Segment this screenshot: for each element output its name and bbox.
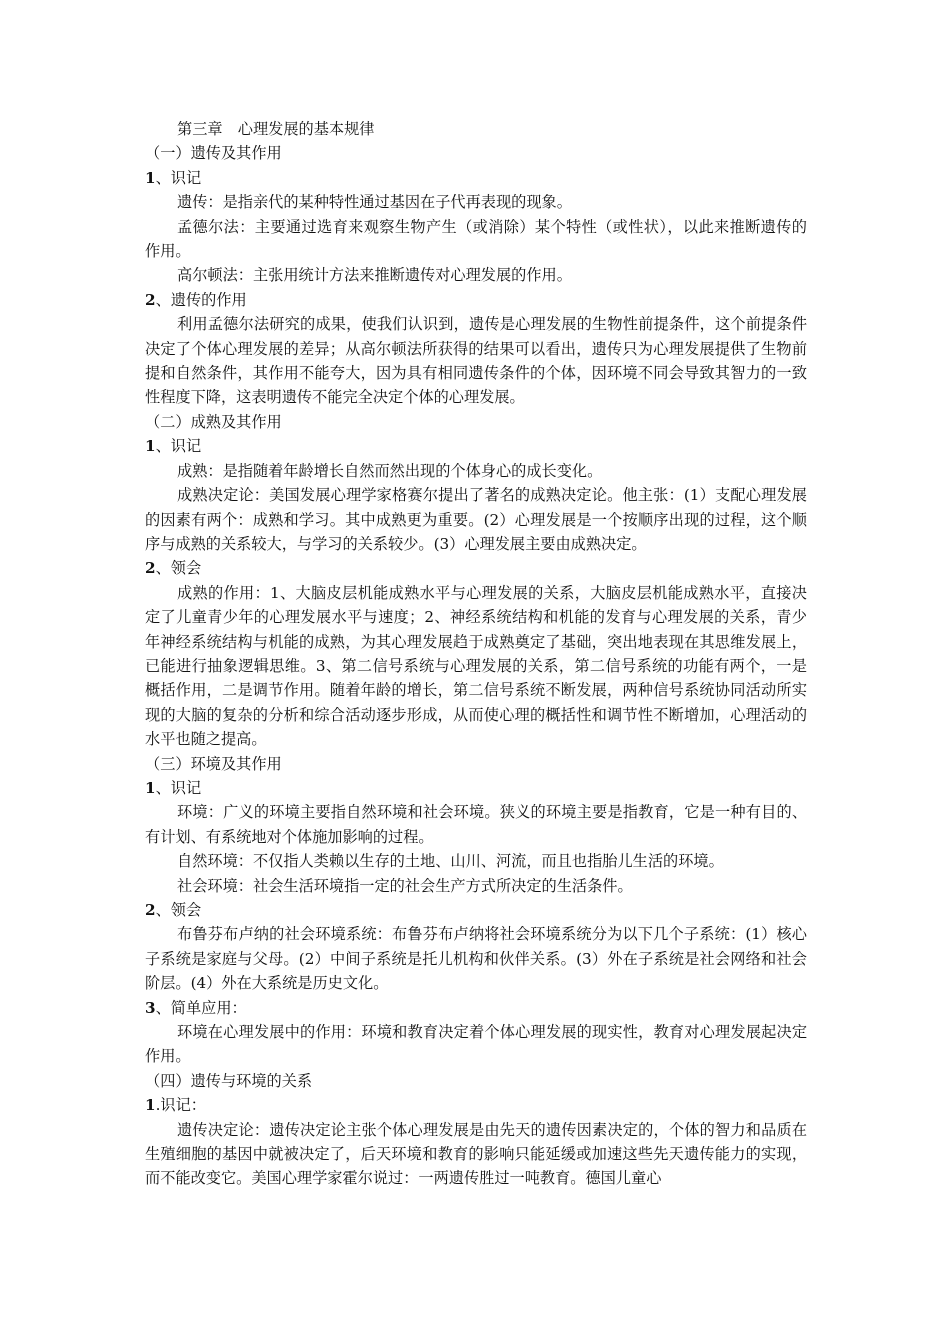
- subsection-label: .识记：: [155, 1096, 206, 1115]
- section-heading-environment: （三）环境及其作用: [145, 754, 282, 773]
- subsection-number: 2: [145, 559, 156, 578]
- section-heading-heredity-environment: （四）遗传与环境的关系: [145, 1071, 313, 1090]
- paragraph: 成熟决定论：美国发展心理学家格赛尔提出了著名的成熟决定论。他主张：(1）支配心理发展的因素有两个：成熟和学习。其中成熟更为重要。(2）心理发展是一个按顺序出现的过程，这个顺序与成熟的关系较大，与学习的关系较少。(3）心理发展主要由成熟决定。: [145, 486, 807, 553]
- document-body: [145, 117, 807, 1191]
- subsection-heading: [145, 556, 807, 580]
- paragraph: 成熟的作用：1、大脑皮层机能成熟水平与心理发展的关系，大脑皮层机能成熟水平，直接决定了儿童青少年的心理发展水平与速度；2、神经系统结构和机能的发育与心理发展的关系，青少年神经系统结构与机能的成熟，为其心理发展趋于成熟奠定了基础，突出地表现在其思维发展上，已能进行抽象逻辑思维。3、第二信号系统与心理发展的关系，第二信号系统的功能有两个，一是概括作用，二是调节作用。随着年龄的增长，第二信号系统不断发展，两种信号系统协同活动所实现的大脑的复杂的分析和综合活动逐步形成，从而使心理的概括性和调节性不断增加，心理活动的水平也随之提高。: [145, 583, 807, 749]
- paragraph: 布鲁芬布卢纳的社会环境系统：布鲁芬布卢纳将社会环境系统分为以下几个子系统：(1）核心子系统是家庭与父母。(2）中间子系统是托儿机构和伙伴关系。(3）外在子系统是社会网络和社会阶层。(4）外在大系统是历史文化。: [145, 925, 807, 993]
- subsection-label: 、识记: [155, 437, 202, 456]
- paragraph: 自然环境：不仅指人类赖以生存的土地、山川、河流，而且也指胎儿生活的环境。: [177, 852, 724, 871]
- subsection-heading: [145, 996, 807, 1020]
- chapter-title: 第三章 心理发展的基本规律: [177, 120, 375, 138]
- subsection-number: 3: [145, 998, 156, 1017]
- paragraph: 社会环境：社会生活环境指一定的社会生产方式所决定的生活条件。: [177, 876, 633, 895]
- paragraph: 遗传决定论：遗传决定论主张个体心理发展是由先天的遗传因素决定的，个体的智力和品质在生殖细胞的基因中就被决定了，后天环境和教育的影响只能延缓或加速这些先天遗传能力的实现，而不能改变它。美国心理学家霍尔说过：一两遗传胜过一吨教育。德国儿童心: [145, 1120, 807, 1188]
- subsection-heading: [145, 166, 807, 190]
- paragraph: 环境：广义的环境主要指自然环境和社会环境。狭义的环境主要是指教育，它是一种有目的、有计划、有系统地对个体施加影响的过程。: [145, 803, 807, 846]
- subsection-number: 1: [145, 437, 156, 456]
- paragraph: 环境在心理发展中的作用：环境和教育决定着个体心理发展的现实性，教育对心理发展起决定作用。: [145, 1023, 807, 1066]
- subsection-number: 1: [145, 168, 156, 187]
- subsection-label: 、识记: [155, 168, 202, 187]
- subsection-heading: [145, 288, 807, 312]
- paragraph: 遗传：是指亲代的某种特性通过基因在子代再表现的现象。: [177, 193, 572, 212]
- subsection-label: 、领会: [155, 901, 202, 919]
- subsection-label: 、遗传的作用: [155, 290, 247, 309]
- subsection-heading: [145, 1093, 807, 1117]
- subsection-label: 、简单应用：: [155, 998, 247, 1017]
- subsection-heading: [145, 776, 807, 800]
- subsection-heading: [145, 898, 807, 922]
- section-heading-heredity: （一）遗传及其作用: [145, 144, 282, 163]
- subsection-label: 、领会: [155, 559, 202, 578]
- subsection-number: 1: [145, 1096, 156, 1115]
- paragraph: 高尔顿法：主张用统计方法来推断遗传对心理发展的作用。: [177, 266, 572, 285]
- paragraph: 孟德尔法：主要通过选育来观察生物产生（或消除）某个特性（或性状），以此来推断遗传的作用。: [145, 217, 807, 261]
- section-heading-maturation: （二）成熟及其作用: [145, 412, 282, 431]
- subsection-number: 2: [145, 901, 156, 919]
- paragraph: 成熟：是指随着年龄增长自然而然出现的个体身心的成长变化。: [177, 461, 603, 480]
- paragraph: 利用孟德尔法研究的成果，使我们认识到，遗传是心理发展的生物性前提条件，这个前提条件决定了个体心理发展的差异；从高尔顿法所获得的结果可以看出，遗传只为心理发展提供了生物前提和自然条件，其作用不能夸大，因为具有相同遗传条件的个体，因环境不同会导致其智力的一致性程度下降，这表明遗传不能完全决定个体的心理发展。: [145, 315, 807, 407]
- subsection-number: 1: [145, 778, 156, 797]
- subsection-number: 2: [145, 290, 156, 309]
- subsection-heading: [145, 434, 807, 458]
- subsection-label: 、识记: [155, 778, 202, 797]
